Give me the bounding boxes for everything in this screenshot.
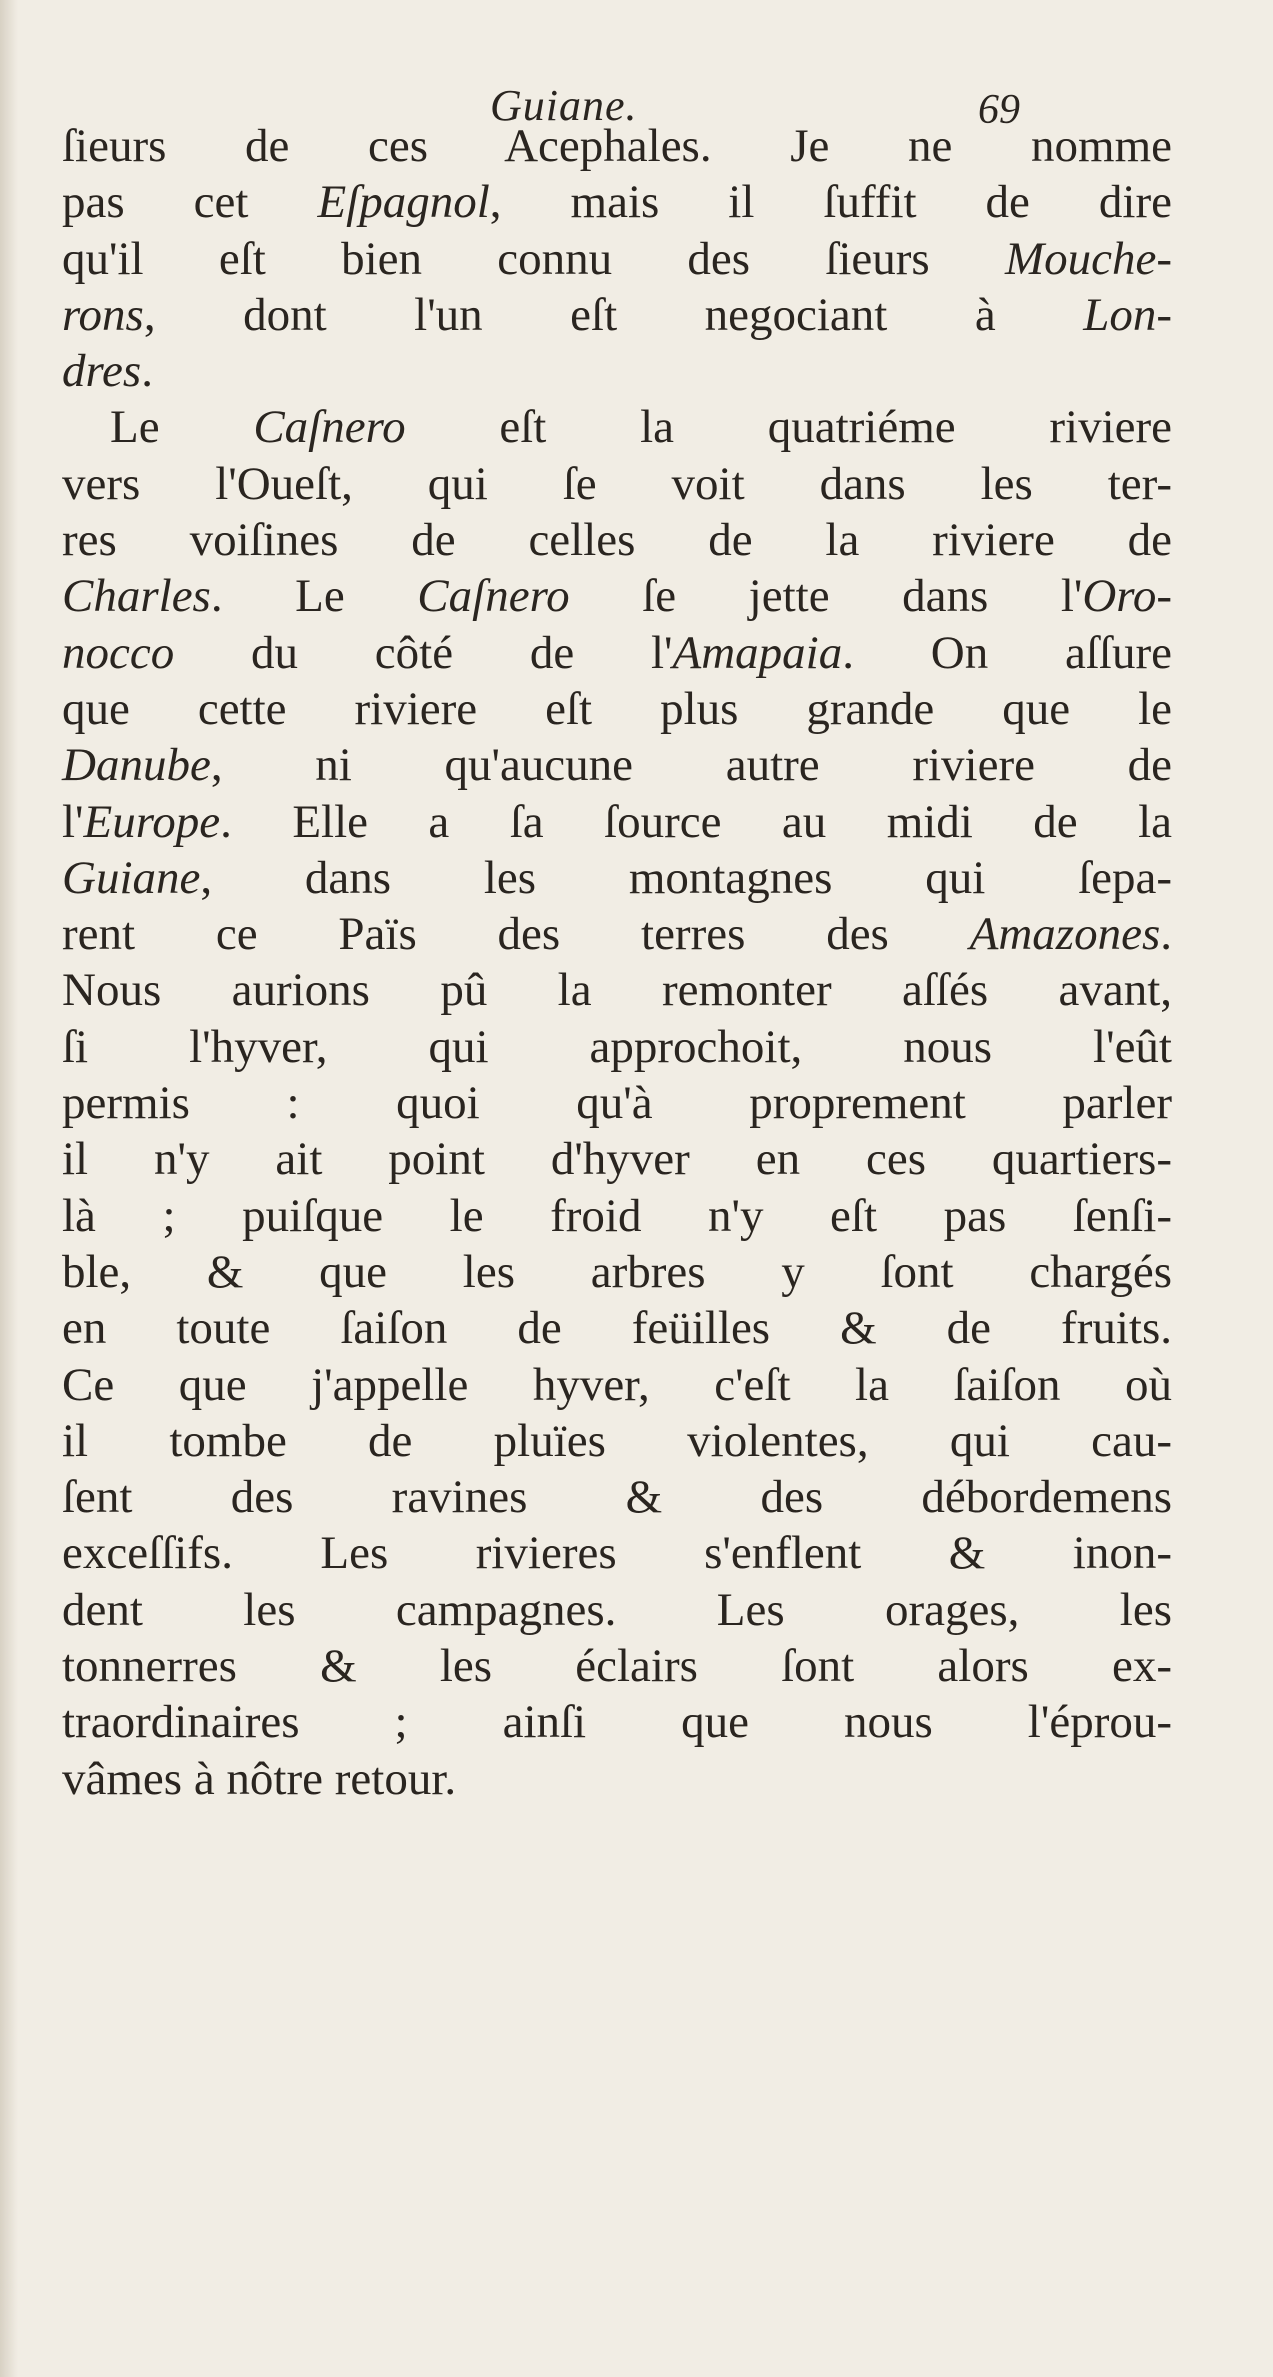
italic-text: Amazones [969, 908, 1161, 961]
text-line [62, 1638, 1172, 1694]
text-line [62, 1694, 1172, 1750]
italic-text: Mouche- [1004, 232, 1172, 285]
text-run: ſieurs de ces Acephales. Je ne nomme [62, 120, 1172, 172]
text-run: Le [110, 401, 254, 454]
text-line [62, 456, 1172, 512]
text-line [62, 737, 1172, 793]
italic-text: Oro- [1082, 570, 1172, 623]
page-edge-shadow [0, 0, 18, 2377]
text-run: vers l'Oueſt, qui ſe voit dans les ter- [62, 457, 1172, 510]
text-line [62, 1019, 1172, 1075]
text-line [62, 287, 1172, 343]
italic-text: Charles [62, 570, 211, 623]
text-line [62, 118, 1172, 174]
text-run: rent ce Païs des terres des [62, 908, 970, 961]
text-run: . Le [210, 570, 418, 623]
text-run: du côté de l' [174, 626, 673, 679]
italic-text: dres [62, 345, 142, 398]
text-run: dent les campagnes. Les orages, les [62, 1583, 1172, 1636]
italic-text: Europe [83, 795, 221, 848]
text-run: là ; puiſque le froid n'y eſt pas ſenſi- [62, 1189, 1172, 1242]
text-line [62, 343, 1172, 399]
italic-text: Caſnero [253, 401, 406, 454]
text-run: en toute ſaiſon de feüilles & de fruits. [62, 1302, 1172, 1355]
text-run: tonnerres & les éclairs ſont alors ex- [62, 1640, 1172, 1693]
text-line [62, 962, 1172, 1018]
text-run: qu'il eſt bien connu des ſieurs [62, 232, 1005, 285]
text-run: permis : quoi qu'à proprement parler [62, 1077, 1172, 1130]
text-run: . [1160, 908, 1172, 961]
text-run: ſi l'hyver, qui approchoit, nous l'eût [62, 1020, 1172, 1073]
text-line [62, 1751, 1172, 1807]
italic-text: rons [62, 288, 144, 341]
text-line [62, 1131, 1172, 1187]
text-run: res voiſines de celles de la riviere de [62, 514, 1172, 567]
text-run: , mais il ſuffit de dire [489, 176, 1172, 229]
text-line [62, 1357, 1172, 1413]
text-line [62, 906, 1172, 962]
text-run: il tombe de pluïes violentes, qui cau- [62, 1414, 1172, 1467]
text-run: eſt la quatriéme riviere [405, 401, 1172, 454]
text-run: ſe jette dans l' [569, 570, 1083, 623]
text-line [62, 850, 1172, 906]
text-run: ſent des ravines & des débordemens [62, 1471, 1172, 1524]
running-head: Guiane. [490, 81, 638, 130]
text-line [62, 1300, 1172, 1356]
text-line [62, 399, 1172, 455]
text-line [62, 1582, 1172, 1638]
italic-text: Eſpagnol [317, 176, 490, 229]
italic-text: Caſnero [417, 570, 570, 623]
text-line [62, 1413, 1172, 1469]
text-run: l' [62, 795, 84, 848]
italic-text: nocco [62, 626, 175, 679]
italic-text: Lon- [1083, 288, 1172, 341]
text-run: il n'y ait point d'hyver en ces quartiers- [62, 1133, 1172, 1186]
italic-text: Amapaia [672, 626, 843, 679]
italic-text: Guiane [62, 851, 201, 904]
text-run: , dont l'un eſt negociant à [143, 288, 1084, 341]
body-text [62, 118, 1172, 1807]
text-line [62, 625, 1172, 681]
text-run: exceſſifs. Les rivieres s'enflent & inon- [62, 1527, 1172, 1580]
text-run: ble, & que les arbres y ſont chargés [62, 1245, 1172, 1298]
text-run: , dans les montagnes qui ſepa- [200, 851, 1172, 904]
text-run: vâmes à nôtre retour. [62, 1752, 457, 1805]
text-line [62, 512, 1172, 568]
text-line [62, 1244, 1172, 1300]
text-line [62, 1188, 1172, 1244]
text-line [62, 1525, 1172, 1581]
text-line [62, 681, 1172, 737]
text-run: , ni qu'aucune autre riviere de [210, 739, 1172, 792]
italic-text: Danube [62, 739, 211, 792]
page-number: 69 [978, 87, 1020, 133]
text-line [62, 231, 1172, 287]
text-line [62, 794, 1172, 850]
text-run: . Elle a ſa ſource au midi de la [220, 795, 1172, 848]
text-line [62, 568, 1172, 624]
text-run: traordinaires ; ainſi que nous l'éprou- [62, 1696, 1172, 1749]
text-line [62, 1075, 1172, 1131]
text-run: pas cet [62, 176, 318, 229]
text-line [62, 174, 1172, 230]
text-line [62, 1469, 1172, 1525]
text-run: Ce que j'appelle hyver, c'eſt la ſaiſon où [62, 1358, 1172, 1411]
text-run: . On aſſure [842, 626, 1172, 679]
text-run: que cette riviere eſt plus grande que le [62, 682, 1172, 735]
text-run: Nous aurions pû la remonter aſſés avant, [62, 964, 1172, 1017]
text-run: . [141, 345, 153, 398]
